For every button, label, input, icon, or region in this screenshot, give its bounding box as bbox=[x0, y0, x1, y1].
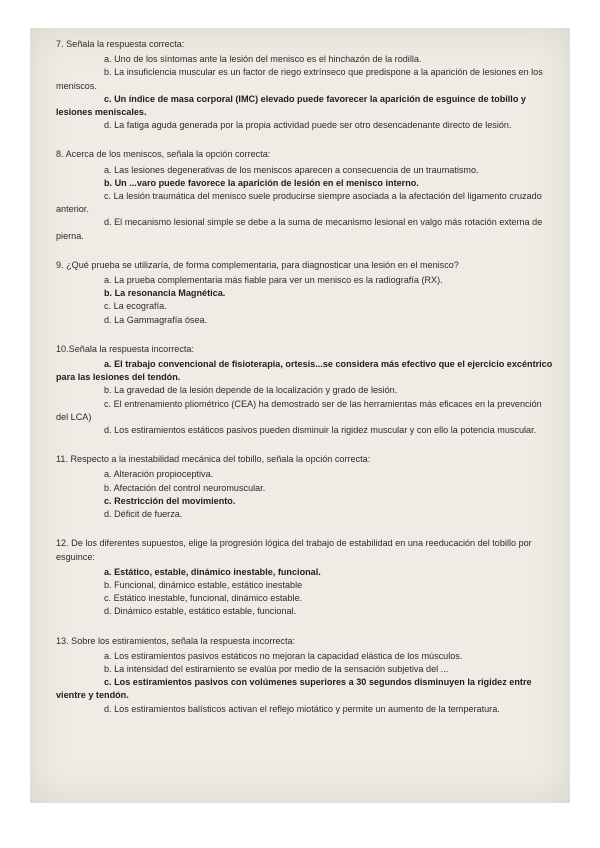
answer-option: a. Las lesiones degenerativas de los meniscos aparecen a consecuencia de un traumatismo. bbox=[104, 164, 479, 175]
answer-option-marked: c. Los estiramientos pasivos con volúmenes superiores a 30 segundos disminuyen la rigidez entre vientre y tendón. bbox=[56, 677, 532, 701]
answer-option: d. Dinámico estable, estático estable, funcional. bbox=[104, 606, 297, 617]
answer-option: d. La Gammagrafía ósea. bbox=[104, 314, 208, 325]
answer-option-marked: b. Un ...varo puede favorece la aparición de lesión en el menisco interno. bbox=[104, 177, 419, 188]
answer-option: b. La intensidad del estiramiento se evalúa por medio de la sensación subjetiva del ... bbox=[104, 663, 449, 674]
question-block bbox=[56, 38, 556, 132]
answer-option: a. Uno de los síntomas ante la lesión del menisco es el hinchazón de la rodilla. bbox=[104, 54, 422, 65]
answer-option: d. La fatiga aguda generada por la propia actividad puede ser otro desencadenante directo de lesión. bbox=[104, 120, 512, 131]
answer-option-marked: a. Estático, estable, dinámico inestable, funcional. bbox=[104, 566, 321, 577]
answer-option: c. La lesión traumática del menisco suele producirse siempre asociada a la afectación del ligamento cruzado anterior. bbox=[56, 191, 542, 215]
exam-page bbox=[30, 28, 570, 803]
answer-option: d. Déficit de fuerza. bbox=[104, 509, 183, 520]
answer-option-marked: c. Restricción del movimiento. bbox=[104, 495, 236, 506]
question-list bbox=[30, 28, 570, 716]
question-stem: 9. ¿Qué prueba se utilizaría, de forma complementaria, para diagnosticar una lesión en el menisco? bbox=[56, 259, 459, 270]
question-block bbox=[56, 148, 556, 242]
answer-option: c. La ecografía. bbox=[104, 301, 167, 312]
question-stem: 12. De los diferentes supuestos, elige la progresión lógica del trabajo de estabilidad en una reeducación del tobillo por esguince: bbox=[56, 538, 532, 562]
question-block bbox=[56, 537, 556, 618]
answer-option-marked: a. El trabajo convencional de fisioterapia, ortesis...se considera más efectivo que el ejercicio excéntrico para las lesiones del tendón. bbox=[56, 359, 553, 383]
question-stem: 10.Señala la respuesta incorrecta: bbox=[56, 343, 195, 354]
question-stem: 7. Señala la respuesta correcta: bbox=[56, 39, 185, 49]
answer-option: d. Los estiramientos estáticos pasivos pueden disminuir la rigidez muscular y con ello la potencia muscular. bbox=[104, 425, 537, 436]
question-block bbox=[56, 635, 556, 716]
answer-option: d. Los estiramientos balísticos activan el reflejo miotático y permite un aumento de la temperatura. bbox=[104, 703, 500, 714]
answer-option: b. Afectación del control neuromuscular. bbox=[104, 482, 266, 493]
answer-option: a. Los estiramientos pasivos estáticos no mejoran la capacidad elástica de los músculos. bbox=[104, 650, 463, 661]
answer-option: c. Estático inestable, funcional, dinámico estable. bbox=[104, 593, 303, 604]
answer-option-marked: b. La resonancia Magnética. bbox=[104, 288, 226, 299]
answer-option: d. El mecanismo lesional simple se debe a la suma de mecanismo lesional en valgo más rotación externa de pierna. bbox=[56, 217, 543, 241]
answer-option: c. El entrenamiento pliométrico (CEA) ha demostrado ser de las herramientas más eficaces en la prevención del LCA) bbox=[56, 398, 542, 422]
answer-option-marked: c. Un índice de masa corporal (IMC) elevado puede favorecer la aparición de esguince de tobillo y lesiones meniscales. bbox=[56, 93, 526, 118]
answer-option: a. Alteración propioceptiva. bbox=[104, 469, 214, 480]
question-stem: 13. Sobre los estiramientos, señala la respuesta incorrecta: bbox=[56, 635, 296, 646]
answer-option: b. Funcional, dinámico estable, estático inestable bbox=[104, 579, 303, 590]
question-stem: 11. Respecto a la inestabilidad mecánica del tobillo, señala la opción correcta: bbox=[56, 454, 371, 465]
answer-option: b. La gravedad de la lesión depende de la localización y grado de lesión. bbox=[104, 385, 398, 396]
question-block bbox=[56, 259, 556, 327]
answer-option: b. La insuficiencia muscular es un factor de riego extrínseco que predispone a la aparición de lesiones en los meniscos. bbox=[56, 67, 543, 91]
question-block bbox=[56, 343, 556, 437]
question-stem: 8. Acerca de los meniscos, señala la opción correcta: bbox=[56, 149, 271, 160]
answer-option: a. La prueba complementaria más fiable para ver un menisco es la radiografía (RX). bbox=[104, 275, 443, 286]
question-block bbox=[56, 453, 556, 521]
